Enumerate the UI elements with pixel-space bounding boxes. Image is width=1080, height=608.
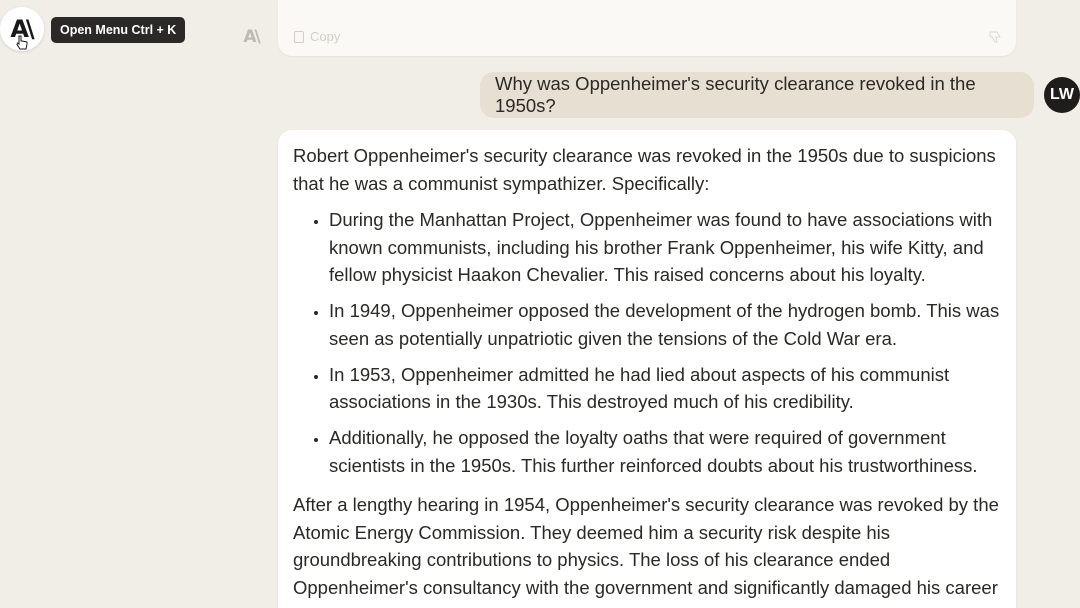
list-item: • In 1949, Oppenheimer opposed the development of the hydrogen bomb. This was seen as potentially unpatriotic given the tensions of the Cold War era. xyxy=(329,297,1002,352)
user-message-text: Why was Oppenheimer's security clearance revoked in the 1950s? xyxy=(495,73,976,116)
response-bullet-list xyxy=(293,206,1002,479)
user-avatar[interactable]: LW xyxy=(1044,77,1080,113)
anthropic-logo-icon: A\ xyxy=(10,15,32,43)
copy-label: Copy xyxy=(310,29,341,44)
list-item: • In 1953, Oppenheimer admitted he had lied about aspects of his communist associations in the 1930s. This destroyed much of his credibility. xyxy=(329,361,1002,416)
response-outro: After a lengthy hearing in 1954, Oppenheimer's security clearance was revoked by the Atomic Energy Commission. They deemed him a security risk despite his groundbreaking contributions to physics. The loss of his clearance ended Oppenheimer's consultancy with the government and significantly damaged his career xyxy=(293,494,999,598)
list-item: • Additionally, he opposed the loyalty oaths that were required of government scientists in the 1950s. This further reinforced doubts about his trustworthiness. xyxy=(329,424,1002,479)
assistant-response-card xyxy=(278,130,1016,608)
menu-tooltip: Open Menu Ctrl + K xyxy=(51,17,185,43)
previous-response-card xyxy=(278,0,1016,56)
copy-icon xyxy=(294,31,304,43)
list-item: • During the Manhattan Project, Oppenheimer was found to have associations with known communists, including his brother Frank Oppenheimer, his wife Kitty, and fellow physicist Haakon Chevalier. This raised concerns about his loyalty. xyxy=(329,206,1002,289)
response-intro: Robert Oppenheimer's security clearance was revoked in the 1950s due to suspicions that he was a communist sympathizer. Specifically: xyxy=(293,145,996,194)
thumbs-down-icon[interactable] xyxy=(988,30,1002,44)
copy-button[interactable] xyxy=(294,29,340,44)
assistant-avatar-faded: A\ xyxy=(243,27,259,47)
user-message-bubble xyxy=(480,72,1034,118)
pointer-cursor-icon xyxy=(16,35,28,51)
